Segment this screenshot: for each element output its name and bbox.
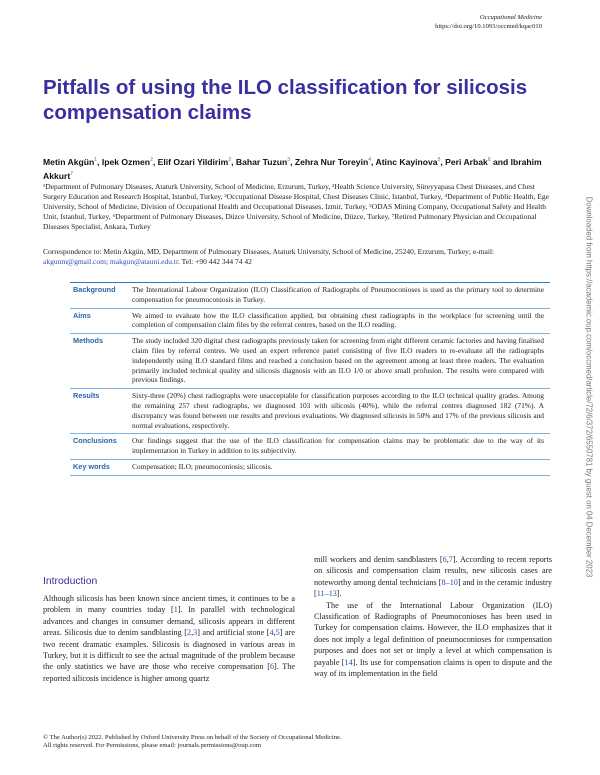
left-column <box>43 575 295 684</box>
citation-link[interactable]: 4 <box>269 628 274 638</box>
paragraph: Although silicosis has been known since ancient times, it continues to be a problem in many countries today [1]. In parallel with technological advances and changes in consumer demand, silicosis appears in different areas. Silicosis due to denim sandblasting [2,3] and artificial stone [4,5] are two recent dramatic examples. Silicosis is diagnosed in various areas in Turkey, but it is difficult to see the actual magnitude of the problem because the only statistics we have are those who receive compensation [6]. The reported silicosis incidence is higher among quartz <box>43 594 295 683</box>
abstract-label: Results <box>73 391 100 401</box>
citation-link[interactable]: 8–10 <box>441 577 458 587</box>
abstract-label: Conclusions <box>73 436 117 446</box>
abstract-text: Compensation; ILO; pneumoconiosis; silicosis. <box>132 461 273 471</box>
citation-link[interactable]: 1 <box>173 605 178 615</box>
author-affil-sup: 7 <box>70 170 74 177</box>
abstract-row-conclusions <box>70 434 550 460</box>
citation-link[interactable]: 3 <box>193 628 198 638</box>
author-affil-sup: 4 <box>368 157 372 163</box>
author-name[interactable]: Zehra Nur Toreyin <box>294 156 369 167</box>
abstract-row-keywords <box>70 460 550 476</box>
correspondence-text: Correspondence to: Metin Akgün, MD, Department of Pulmonary Diseases, Ataturk University, School of Medicine, 25240, Erzurum, Turkey; e-mail: <box>43 247 495 256</box>
email-link-2[interactable]: makgun@atauni.edu.tr <box>109 256 179 266</box>
author-name[interactable]: Elif Ozari Yildirim <box>157 156 229 167</box>
author-name[interactable]: Bahar Tuzun <box>235 156 288 167</box>
author-name[interactable]: Peri Arbak <box>445 156 488 167</box>
citation-link[interactable]: 11–13 <box>316 589 337 599</box>
abstract-label: Key words <box>73 461 110 471</box>
copyright-footer <box>43 734 549 751</box>
author-name[interactable]: Metin Akgün <box>43 156 95 167</box>
email-separator: ; <box>105 256 109 266</box>
abstract-label: Background <box>73 285 116 294</box>
correspondence <box>43 247 549 267</box>
paragraph: mill workers and denim sandblasters [6,7]. According to recent reports on silicosis and compensation claim results, new silicosis cases are noteworthy among dental technicians [8–10] and in the ceramic industry [11–13]. <box>314 555 552 599</box>
author-name[interactable]: Atinc Kayinova <box>375 156 438 167</box>
author-affil-sup: 2 <box>150 157 153 163</box>
author-affil-sup: 5 <box>437 157 441 163</box>
section-heading: Introduction <box>43 576 98 587</box>
abstract-row-results <box>70 389 550 434</box>
abstract-text: We aimed to evaluate how the ILO classification applied, but obtaining chest radiographs in the workplace for screening until the completion of compensation claim files by the referral centres, based on the ILO reading. <box>132 310 544 330</box>
citation-link[interactable]: 6 <box>269 662 275 672</box>
abstract-row-methods <box>70 334 550 389</box>
citation-link[interactable]: 2 <box>186 628 192 638</box>
author-name[interactable]: Ibrahim Akkurt <box>43 156 542 181</box>
structured-abstract <box>70 282 550 476</box>
abstract-text: The International Labour Organization (ILO) Classification of Radiographs of Pneumoconioses is used as the primary tool to determine compensation for pneumoconiosis in Turkey. <box>132 285 544 304</box>
citation-link[interactable]: 5 <box>275 628 280 638</box>
abstract-row-aims <box>70 309 550 335</box>
doi-link[interactable]: https://doi.org/10.1093/occmed/kqac010 <box>435 22 542 30</box>
email-link-1[interactable]: akgunm@gmail.com <box>43 256 106 266</box>
citation-link[interactable]: 14 <box>344 657 353 667</box>
telephone: . Tel: +90 442 344 74 42 <box>178 256 252 266</box>
download-watermark: Downloaded from https://academic.oup.com/occmed/article/72/6/372/6550781 by guest on 04 December 2023 <box>584 196 594 578</box>
affiliations: ¹Department of Pulmonary Diseases, Ataturk University, School of Medicine, Erzurum, Turkey, ²Health Science University, Süreyyapasa Chest Diseases, and Chest Surgery Education and Research Hospital, Istanbul, Turkey, ³Occupational Disease Hospital, Chest Diseases Clinic, Istanbul, Turkey, ⁴Department of Public Health, Ege University, School of Medicine, Division of Occupational Health and Occupational Diseases, Izmir, Turkey, ⁵ODAS Mining Company, Occupational Safety and Health Unit, Istanbul, Turkey, ⁶Department of Pulmonary Diseases, Düzce University, School of Medicine, Düzce, Turkey, ⁷Retired Pulmonary Physician and Occupational Diseases Specialist, Ankara, Turkey <box>43 182 549 231</box>
permissions-line: All rights reserved. For Permissions, please email: journals.permissions@oup.com <box>43 742 261 750</box>
abstract-text: Our findings suggest that the use of the ILO classification for compensation claims may be problematic due to the way of its implementation in Turkey in addition to its subjectivity. <box>132 436 544 456</box>
author-affil-sup: 1 <box>94 157 98 163</box>
abstract-row-background <box>70 283 550 309</box>
citation-link[interactable]: 6 <box>442 555 447 564</box>
author-name[interactable]: Ipek Ozmen <box>101 156 151 167</box>
journal-header <box>435 14 542 31</box>
author-affil-sup: 6 <box>487 157 491 163</box>
abstract-text: The study included 320 digital chest radiographs previously taken for screening from eight different ceramic factories and having finalised claim files by referral centres. We used an expert reference panel consisting of five ILO readers to re-evaluate all the radiographs independently using ILO standard films and reached a conclusion based on the agreement among at least three readers. The evaluation primarily included technical quality and silicosis diagnosis with an ILO 1/0 or above small profusion. The results were compared with previous findings. <box>132 336 544 385</box>
abstract-label: Methods <box>73 336 103 346</box>
article-title: Pitfalls of using the ILO classification for silicosis compensation claims <box>43 76 528 124</box>
author-affil-sup: 2 <box>228 157 232 163</box>
author-list: Metin Akgün$^1$, Ipek Ozmen$^2$, Elif Ozari Yildirim$^2$, Bahar Tuzun$^3$, Zehra Nur Toreyin$^4$, Atinc Kayinova$^5$, Peri Arbak$^6$ and Ibrahim Akkurt$^7$ <box>43 156 542 181</box>
copyright-line: © The Author(s) 2022. Published by Oxford University Press on behalf of the Society of Occupational Medicine. <box>43 734 342 741</box>
abstract-label: Aims <box>73 310 91 320</box>
journal-name: Occupational Medicine <box>479 14 542 21</box>
paragraph: The use of the International Labour Organization (ILO) Classification of Radiographs of Pneumoconioses has been used in Turkey for compensation claims. However, the ILO emphasizes that it does not imply a legal definition of pneumoconioses for compensation purposes and does not set or imply a level at which compensation is payable [14]. Its use for compensation claims is open to dispute and the way of its implementation in the field <box>314 600 552 679</box>
right-column <box>314 554 552 679</box>
abstract-text: Sixty-three (20%) chest radiographs were unacceptable for classification purposes according to the ILO technical quality grades. Among the remaining 257 chest radiographs, we diagnosed 103 with silicosis (40%), while the referral centres diagnosed 182 (71%). A discrepancy was found between our results and previous evaluations. We diagnosed silicosis in 50% and 17% of the previous silicosis and normal evaluations, respectively. <box>132 391 544 430</box>
author-affil-sup: 3 <box>287 157 291 163</box>
citation-link[interactable]: 7 <box>448 555 453 564</box>
